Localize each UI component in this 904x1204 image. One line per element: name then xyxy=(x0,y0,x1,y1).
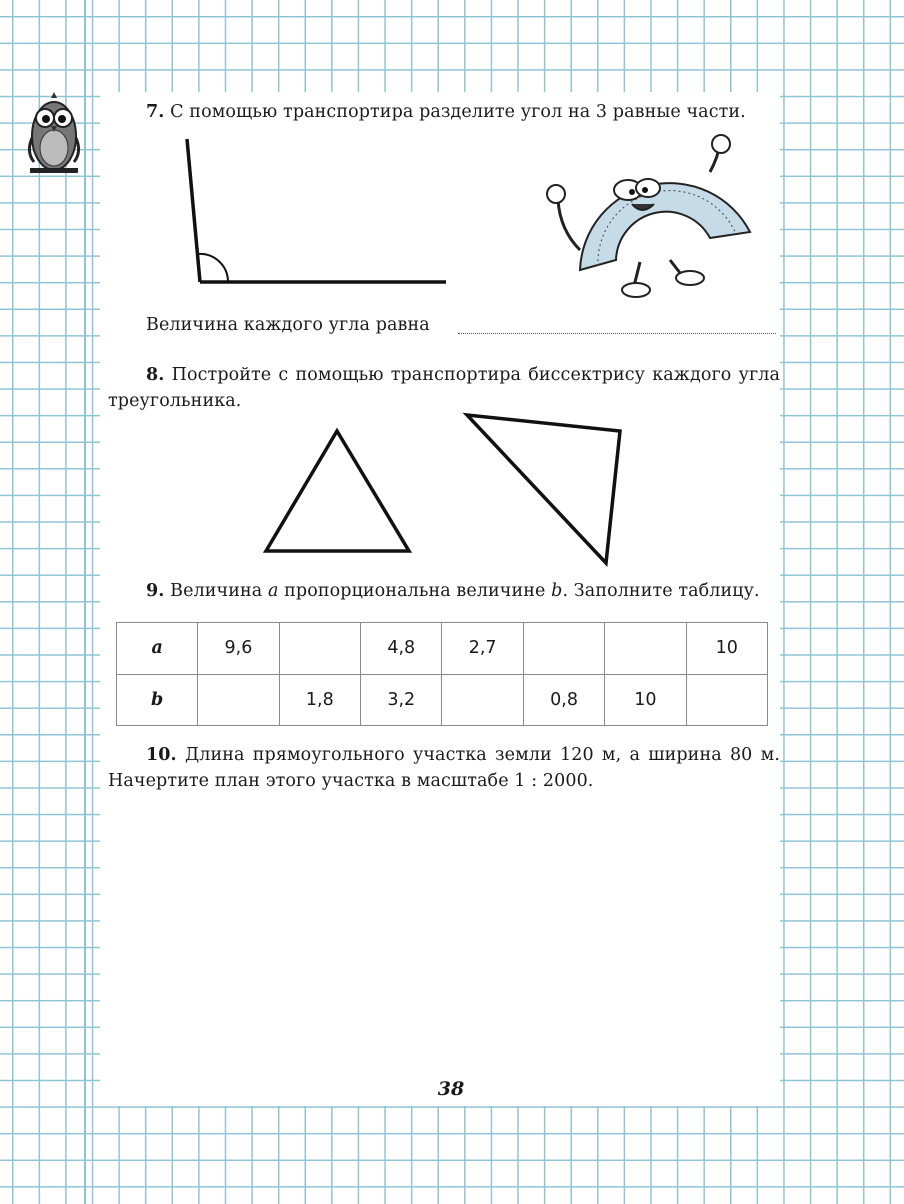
triangle-equilateral xyxy=(266,431,409,551)
table-row-a xyxy=(117,623,768,675)
table-cell[interactable]: 4,8 xyxy=(361,623,442,675)
triangle-obtuse xyxy=(467,415,620,563)
task-9-heading xyxy=(146,578,760,604)
proportion-table xyxy=(116,622,768,726)
task-number: 9. xyxy=(146,581,165,601)
table-cell[interactable]: 1,8 xyxy=(279,674,360,726)
table-cell[interactable] xyxy=(605,623,686,675)
table-cell[interactable]: 10 xyxy=(605,674,686,726)
table-cell[interactable]: 10 xyxy=(686,623,767,675)
task-text: Постройте с помощью транспортира биссектрису каждого угла треугольника. xyxy=(108,365,780,411)
task-7-answer-label: Величина каждого угла равна xyxy=(146,315,430,335)
table-cell[interactable] xyxy=(198,674,279,726)
task-text: пропорциональна величине xyxy=(278,581,552,601)
task-text: С помощью транспортира разделите угол на 3 равные части. xyxy=(164,102,746,122)
table-cell[interactable] xyxy=(442,674,523,726)
table-cell[interactable] xyxy=(279,623,360,675)
table-cell[interactable] xyxy=(686,674,767,726)
table-cell[interactable]: 2,7 xyxy=(442,623,523,675)
task-number: 8. xyxy=(146,365,165,385)
table-cell[interactable]: 9,6 xyxy=(198,623,279,675)
task-10-heading xyxy=(108,742,780,794)
task-text: Величина xyxy=(164,581,268,601)
table-cell[interactable]: 0,8 xyxy=(523,674,604,726)
task-text: Длина прямоугольного участка земли 120 м, а ширина 80 м. Начертите план этого участка в масштабе 1 : 2000. xyxy=(108,745,780,791)
table-cell[interactable] xyxy=(523,623,604,675)
page-number: 38 xyxy=(426,1078,476,1100)
row-label-b: b xyxy=(117,674,198,726)
task-text: . Заполните таблицу. xyxy=(562,581,760,601)
row-label-a: a xyxy=(117,623,198,675)
variable-a: a xyxy=(267,581,279,601)
task-number: 10. xyxy=(146,745,177,765)
variable-b: b xyxy=(551,581,563,601)
table-row-b xyxy=(117,674,768,726)
table-cell[interactable]: 3,2 xyxy=(361,674,442,726)
task-number: 7. xyxy=(146,102,165,122)
